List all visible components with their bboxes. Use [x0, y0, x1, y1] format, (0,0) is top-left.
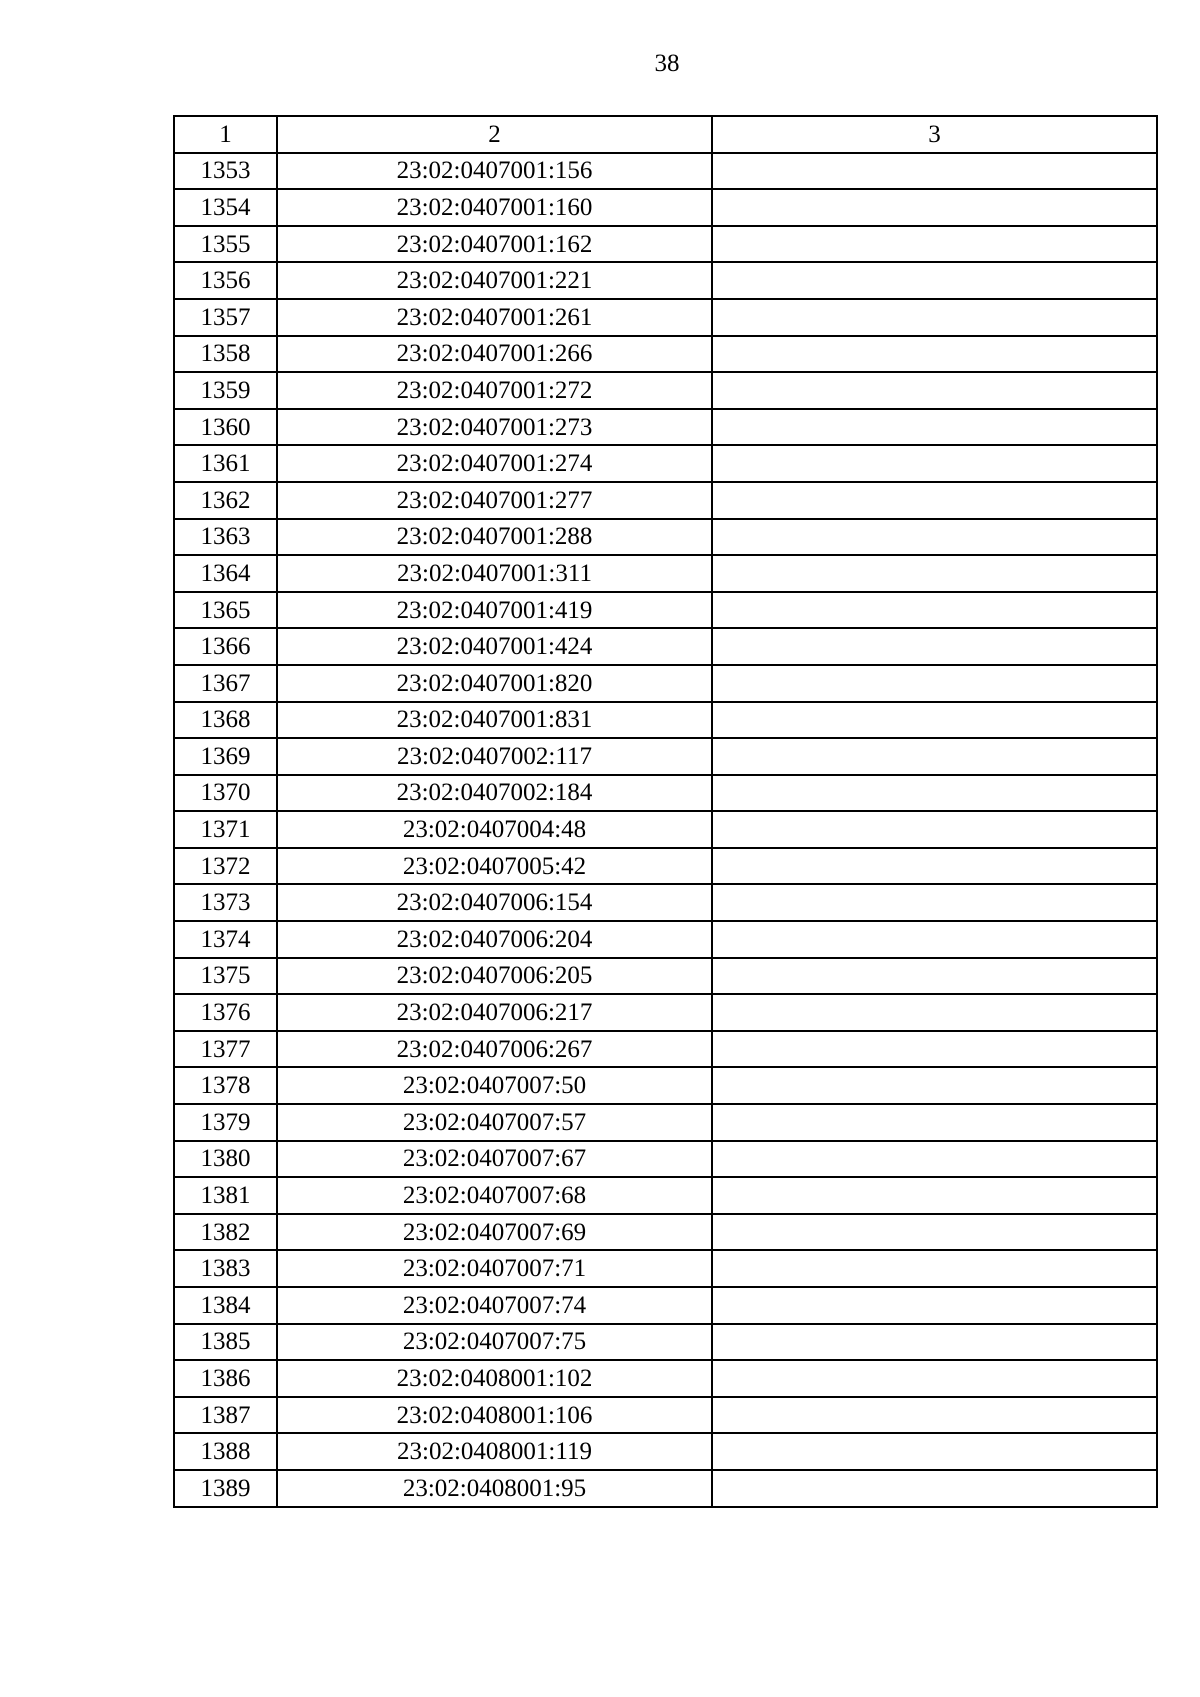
cadastral-number-cell: 23:02:0407001:160: [277, 189, 712, 226]
row-number-cell: 1376: [174, 994, 277, 1031]
row-number-cell: 1380: [174, 1141, 277, 1178]
cadastral-number-cell: 23:02:0407006:154: [277, 884, 712, 921]
cadastral-number-cell: 23:02:0407001:274: [277, 445, 712, 482]
table-row: [174, 1214, 1157, 1251]
notes-cell: [712, 519, 1157, 556]
notes-cell: [712, 1397, 1157, 1434]
table-row: [174, 921, 1157, 958]
cadastral-number-cell: 23:02:0407001:273: [277, 409, 712, 446]
notes-cell: [712, 958, 1157, 995]
column-header-3: 3: [712, 116, 1157, 153]
table-row: [174, 189, 1157, 226]
row-number-cell: 1357: [174, 299, 277, 336]
page-number: 38: [654, 50, 680, 77]
table-row: [174, 592, 1157, 629]
notes-cell: [712, 1250, 1157, 1287]
cadastral-number-cell: 23:02:0407001:288: [277, 519, 712, 556]
row-number-cell: 1367: [174, 665, 277, 702]
table-row: [174, 336, 1157, 373]
cadastral-number-cell: 23:02:0407004:48: [277, 811, 712, 848]
row-number-cell: 1378: [174, 1067, 277, 1104]
table-row: [174, 1141, 1157, 1178]
notes-cell: [712, 336, 1157, 373]
row-number-cell: 1365: [174, 592, 277, 629]
table-header-row: [174, 116, 1157, 153]
cadastral-number-cell: 23:02:0407006:205: [277, 958, 712, 995]
notes-cell: [712, 1287, 1157, 1324]
row-number-cell: 1387: [174, 1397, 277, 1434]
notes-cell: [712, 1324, 1157, 1361]
notes-cell: [712, 1177, 1157, 1214]
cadastral-number-cell: 23:02:0407001:820: [277, 665, 712, 702]
cadastral-number-cell: 23:02:0407007:57: [277, 1104, 712, 1141]
cadastral-number-cell: 23:02:0407001:272: [277, 372, 712, 409]
notes-cell: [712, 738, 1157, 775]
notes-cell: [712, 482, 1157, 519]
table-row: [174, 775, 1157, 812]
cadastral-number-cell: 23:02:0407002:117: [277, 738, 712, 775]
notes-cell: [712, 189, 1157, 226]
cadastral-number-cell: 23:02:0407007:69: [277, 1214, 712, 1251]
row-number-cell: 1373: [174, 884, 277, 921]
cadastral-number-cell: 23:02:0407007:75: [277, 1324, 712, 1361]
notes-cell: [712, 1104, 1157, 1141]
cadastral-table: [173, 115, 1158, 1508]
row-number-cell: 1377: [174, 1031, 277, 1068]
row-number-cell: 1370: [174, 775, 277, 812]
cadastral-number-cell: 23:02:0407001:831: [277, 702, 712, 739]
row-number-cell: 1379: [174, 1104, 277, 1141]
cadastral-number-cell: 23:02:0407007:50: [277, 1067, 712, 1104]
notes-cell: [712, 299, 1157, 336]
cadastral-number-cell: 23:02:0407007:74: [277, 1287, 712, 1324]
row-number-cell: 1360: [174, 409, 277, 446]
row-number-cell: 1366: [174, 628, 277, 665]
cadastral-number-cell: 23:02:0407001:221: [277, 262, 712, 299]
table-row: [174, 811, 1157, 848]
table-row: [174, 848, 1157, 885]
row-number-cell: 1364: [174, 555, 277, 592]
table-row: [174, 1397, 1157, 1434]
notes-cell: [712, 848, 1157, 885]
cadastral-number-cell: 23:02:0407001:277: [277, 482, 712, 519]
notes-cell: [712, 994, 1157, 1031]
cadastral-number-cell: 23:02:0407006:204: [277, 921, 712, 958]
table-row: [174, 1287, 1157, 1324]
table-row: [174, 409, 1157, 446]
table-row: [174, 1031, 1157, 1068]
notes-cell: [712, 445, 1157, 482]
cadastral-number-cell: 23:02:0407005:42: [277, 848, 712, 885]
cadastral-number-cell: 23:02:0408001:119: [277, 1433, 712, 1470]
table-row: [174, 628, 1157, 665]
row-number-cell: 1361: [174, 445, 277, 482]
cadastral-number-cell: 23:02:0407001:261: [277, 299, 712, 336]
table-row: [174, 372, 1157, 409]
cadastral-number-cell: 23:02:0407001:311: [277, 555, 712, 592]
cadastral-number-cell: 23:02:0407006:267: [277, 1031, 712, 1068]
table-row: [174, 153, 1157, 190]
row-number-cell: 1384: [174, 1287, 277, 1324]
row-number-cell: 1386: [174, 1360, 277, 1397]
row-number-cell: 1375: [174, 958, 277, 995]
notes-cell: [712, 665, 1157, 702]
cadastral-number-cell: 23:02:0407007:67: [277, 1141, 712, 1178]
table-row: [174, 1104, 1157, 1141]
notes-cell: [712, 226, 1157, 263]
table-row: [174, 519, 1157, 556]
row-number-cell: 1358: [174, 336, 277, 373]
row-number-cell: 1374: [174, 921, 277, 958]
table-row: [174, 482, 1157, 519]
table-row: [174, 1067, 1157, 1104]
row-number-cell: 1372: [174, 848, 277, 885]
row-number-cell: 1356: [174, 262, 277, 299]
notes-cell: [712, 1141, 1157, 1178]
notes-cell: [712, 1031, 1157, 1068]
row-number-cell: 1371: [174, 811, 277, 848]
table-body: [174, 153, 1157, 1507]
row-number-cell: 1359: [174, 372, 277, 409]
table-row: [174, 1250, 1157, 1287]
row-number-cell: 1355: [174, 226, 277, 263]
row-number-cell: 1369: [174, 738, 277, 775]
table-row: [174, 445, 1157, 482]
notes-cell: [712, 1360, 1157, 1397]
table-row: [174, 226, 1157, 263]
cadastral-number-cell: 23:02:0407007:71: [277, 1250, 712, 1287]
notes-cell: [712, 372, 1157, 409]
table-row: [174, 1360, 1157, 1397]
cadastral-number-cell: 23:02:0407006:217: [277, 994, 712, 1031]
notes-cell: [712, 1067, 1157, 1104]
notes-cell: [712, 1214, 1157, 1251]
notes-cell: [712, 628, 1157, 665]
row-number-cell: 1353: [174, 153, 277, 190]
column-header-2: 2: [277, 116, 712, 153]
row-number-cell: 1368: [174, 702, 277, 739]
row-number-cell: 1388: [174, 1433, 277, 1470]
notes-cell: [712, 921, 1157, 958]
cadastral-number-cell: 23:02:0408001:106: [277, 1397, 712, 1434]
table-row: [174, 299, 1157, 336]
table-row: [174, 555, 1157, 592]
row-number-cell: 1363: [174, 519, 277, 556]
notes-cell: [712, 775, 1157, 812]
row-number-cell: 1381: [174, 1177, 277, 1214]
notes-cell: [712, 884, 1157, 921]
table-row: [174, 994, 1157, 1031]
table-row: [174, 1324, 1157, 1361]
notes-cell: [712, 811, 1157, 848]
table-row: [174, 702, 1157, 739]
cadastral-number-cell: 23:02:0407002:184: [277, 775, 712, 812]
table-row: [174, 1433, 1157, 1470]
row-number-cell: 1362: [174, 482, 277, 519]
cadastral-number-cell: 23:02:0408001:102: [277, 1360, 712, 1397]
row-number-cell: 1385: [174, 1324, 277, 1361]
table-row: [174, 665, 1157, 702]
table-row: [174, 738, 1157, 775]
notes-cell: [712, 409, 1157, 446]
notes-cell: [712, 1470, 1157, 1507]
cadastral-number-cell: 23:02:0407001:162: [277, 226, 712, 263]
row-number-cell: 1382: [174, 1214, 277, 1251]
row-number-cell: 1354: [174, 189, 277, 226]
cadastral-number-cell: 23:02:0407007:68: [277, 1177, 712, 1214]
notes-cell: [712, 555, 1157, 592]
cadastral-number-cell: 23:02:0408001:95: [277, 1470, 712, 1507]
notes-cell: [712, 592, 1157, 629]
notes-cell: [712, 1433, 1157, 1470]
table-row: [174, 884, 1157, 921]
column-header-1: 1: [174, 116, 277, 153]
cadastral-number-cell: 23:02:0407001:424: [277, 628, 712, 665]
row-number-cell: 1389: [174, 1470, 277, 1507]
cadastral-number-cell: 23:02:0407001:266: [277, 336, 712, 373]
cadastral-number-cell: 23:02:0407001:156: [277, 153, 712, 190]
table-row: [174, 958, 1157, 995]
row-number-cell: 1383: [174, 1250, 277, 1287]
table-row: [174, 1470, 1157, 1507]
table-row: [174, 1177, 1157, 1214]
notes-cell: [712, 262, 1157, 299]
notes-cell: [712, 702, 1157, 739]
notes-cell: [712, 153, 1157, 190]
cadastral-number-cell: 23:02:0407001:419: [277, 592, 712, 629]
table-row: [174, 262, 1157, 299]
